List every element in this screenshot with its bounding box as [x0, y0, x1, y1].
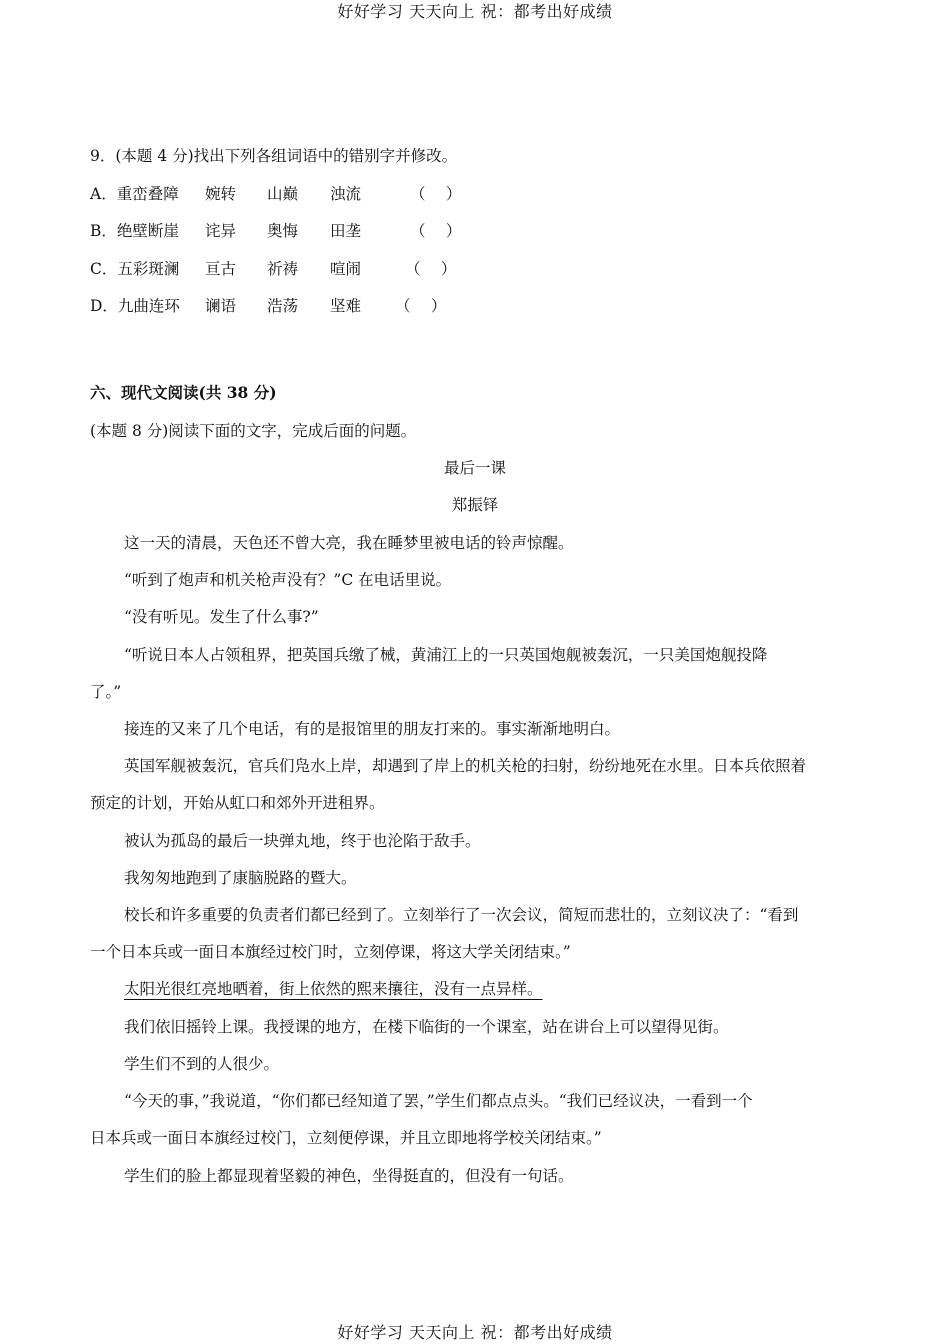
option-c-label: C．五彩斑澜	[90, 260, 180, 278]
option-d-word4: 坚难	[330, 297, 362, 315]
paragraph-line: 我匆匆地跑到了康脑脱路的暨大。	[124, 869, 357, 887]
paragraph-line: “没有听见。发生了什么事?”	[124, 608, 319, 626]
option-c-word4: 喧闹	[330, 260, 362, 278]
underlined-sentence: 太阳光很红亮地晒着，街上依然的熙来攘往，没有一点异样。	[124, 980, 543, 998]
option-a-paren: （ ）	[410, 185, 462, 203]
paragraph-line: 被认为孤岛的最后一块弹丸地，终于也沦陷于敌手。	[124, 832, 481, 850]
option-b-label: B．绝壁断崖	[90, 222, 179, 240]
paragraph-line: “今天的事，”我说道，“你们都已经知道了罢，”学生们都点点头。“我们已经议决，一看到一个	[124, 1092, 753, 1110]
option-a-word4: 浊流	[330, 185, 362, 203]
option-d-word3: 浩荡	[267, 297, 299, 315]
option-c-word3: 祈祷	[267, 260, 299, 278]
reading-intro: (本题 8 分)阅读下面的文字，完成后面的问题。	[90, 422, 417, 440]
paragraph-line: 校长和许多重要的负责者们都已经到了。立刻举行了一次会议，简短而悲壮的，立刻议决了：“看到	[124, 906, 799, 924]
section-heading: 六、现代文阅读(共 38 分)	[90, 383, 277, 402]
option-b-word4: 田垄	[330, 222, 362, 240]
option-a-word3: 山巅	[267, 185, 299, 203]
question-9-stem: 9．(本题 4 分)找出下列各组词语中的错别字并修改。	[90, 147, 458, 165]
paragraph-line: 学生们的脸上都显现着坚毅的神色，坐得挺直的，但没有一句话。	[124, 1167, 574, 1185]
page-footer: 好好学习 天天向上 祝：都考出好成绩	[337, 1323, 613, 1342]
paragraph-line: 日本兵或一面日本旗经过校门，立刻便停课，并且立即地将学校关闭结束。”	[90, 1129, 602, 1147]
article-title: 最后一课	[443, 459, 506, 477]
option-c-paren: （ ）	[405, 260, 457, 278]
option-b-word3: 奥悔	[267, 222, 299, 240]
article-author: 郑振铎	[451, 496, 499, 514]
option-a-word2: 婉转	[205, 185, 237, 203]
option-d-word2: 谰语	[205, 297, 237, 315]
paragraph-line: 这一天的清晨，天色还不曾大亮，我在睡梦里被电话的铃声惊醒。	[124, 534, 574, 552]
paragraph-line: “听到了炮声和机关枪声没有？”C 在电话里说。	[124, 571, 452, 589]
option-b-word2: 诧异	[205, 222, 237, 240]
option-d-paren: （ ）	[395, 297, 447, 315]
paragraph-line: 了。”	[90, 683, 122, 701]
option-d-label: D．九曲连环	[90, 297, 180, 315]
paragraph-line: 学生们不到的人很少。	[124, 1055, 280, 1073]
paragraph-line: 一个日本兵或一面日本旗经过校门时，立刻停课，将这大学关闭结束。”	[90, 943, 571, 961]
option-c-word2: 亘古	[205, 260, 237, 278]
paragraph-line: 我们依旧摇铃上课。我授课的地方，在楼下临街的一个课室，站在讲台上可以望得见街。	[124, 1018, 729, 1036]
paragraph-line: “听说日本人占领租界，把英国兵缴了械，黄浦江上的一只英国炮舰被轰沉，一只美国炮舰投降	[124, 646, 768, 664]
option-a-label: A．重峦叠障	[90, 185, 179, 203]
paragraph-line: 英国军舰被轰沉，官兵们凫水上岸，却遇到了岸上的机关枪的扫射，纷纷地死在水里。日本兵依照着	[124, 757, 807, 775]
option-b-paren: （ ）	[410, 222, 462, 240]
page-header: 好好学习 天天向上 祝：都考出好成绩	[337, 2, 613, 21]
paragraph-line: 接连的又来了几个电话，有的是报馆里的朋友打来的。事实渐渐地明白。	[124, 720, 621, 738]
paragraph-line: 预定的计划，开始从虹口和郊外开进租界。	[90, 794, 385, 812]
